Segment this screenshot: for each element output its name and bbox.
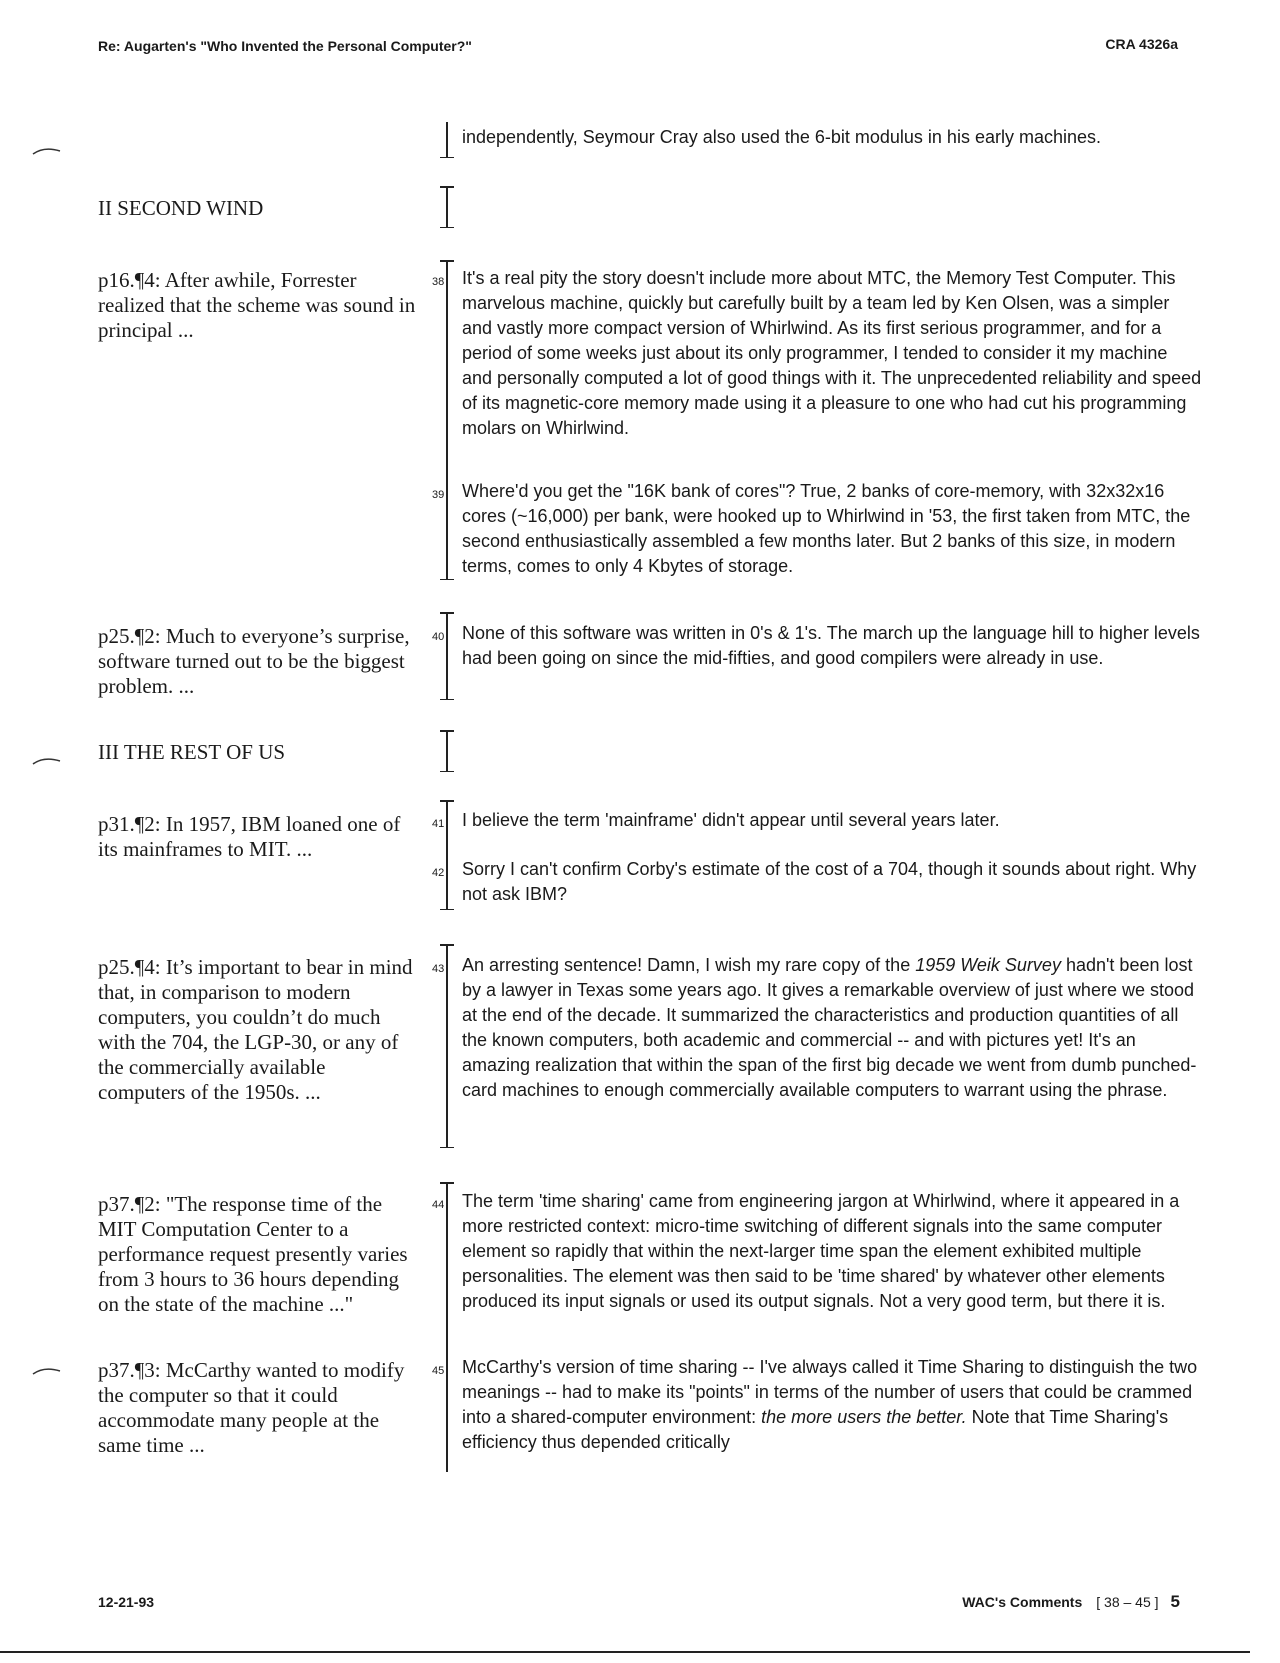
footer-title: WAC's Comments (962, 1594, 1083, 1610)
bracket-marker (440, 186, 454, 228)
document-code: CRA 4326a (1105, 36, 1178, 52)
left-reference-p31: p31.¶2: In 1957, IBM loaned one of its mainframes to MIT. ... (98, 812, 401, 861)
footer-date: 12-21-93 (98, 1594, 155, 1610)
note-number: 43 (432, 963, 445, 975)
note-text: Where'd you get the "16K bank of cores"? True, 2 banks of core-memory, with 32x32x16 cores (~16,000) per bank, were hooked up to Whirlwind in '53, the first taken from MTC, the second enthusiastically assembled a few months later. But 2 banks of this size, in modern terms, comes to only 4 Kbytes of storage. (462, 481, 1191, 576)
note-text-end: hadn't been lost by a lawyer in Texas some years ago. It gives a remarkable overview of just where we stood at the end of the decade. It summarized the characteristics and production quantities of all the known computers, both academic and commercial -- and with pictures yet! It's an amazing realization that within the span of the first big decade we went from dumb punched-card machines to enough commercially available computers to warrant using the phrase. (462, 955, 1197, 1100)
note-text-italic: the more users the better. (761, 1407, 967, 1427)
section-heading-rest-of-us: III THE REST OF US (98, 740, 286, 764)
margin-mark (32, 1366, 62, 1376)
note-40 (432, 621, 1202, 671)
bracket-marker (440, 730, 454, 772)
note-text: None of this software was written in 0's & 1's. The march up the language hill to higher levels had been going on since the mid-fifties, and good compilers were already in use. (462, 623, 1200, 668)
left-reference-p16: p16.¶4: After awhile, Forrester realized that the scheme was sound in principal ... (98, 268, 416, 342)
note-text-start: McCarthy's version of time sharing -- I've always called it Time Sharing to distinguish the two meanings -- had to make its "points" in terms of the number of users that could be crammed into a shared-computer environment: (462, 1357, 1198, 1427)
note-number: 45 (432, 1365, 445, 1377)
left-reference-p25-4: p25.¶4: It’s important to bear in mind that, in comparison to modern computers, you couldn’t do much with the 704, the LGP-30, or any of the commercially available computers of the 1950s. ... (98, 955, 413, 1104)
note-text: Sorry I can't confirm Corby's estimate of the cost of a 704, though it sounds about right. Why not ask IBM? (462, 859, 1197, 904)
left-reference-p25-2: p25.¶2: Much to everyone’s surprise, software turned out to be the biggest problem. ... (98, 624, 410, 698)
bracket-marker (440, 260, 454, 580)
left-reference-p37-2: p37.¶2: "The response time of the MIT Computation Center to a performance request presently varies from 3 hours to 36 hours depending on the state of the machine ..." (98, 1192, 408, 1316)
note-39 (432, 479, 1202, 579)
note-number: 42 (432, 867, 445, 879)
note-continuation: independently, Seymour Cray also used the 6-bit modulus in his early machines. (462, 127, 1101, 147)
margin-mark (32, 146, 62, 156)
note-44 (432, 1189, 1202, 1314)
note-text: The term 'time sharing' came from engineering jargon at Whirlwind, where it appeared in a more restricted context: micro-time switching of different signals into the same computer element so rapidly that within the next-larger time span the element exhibited multiple personalities. The element was then said to be 'time shared' by whatever other elements produced its input signals or used its output signals. Not a very good term, but there it is. (462, 1191, 1180, 1311)
bracket-marker (440, 122, 454, 158)
bottom-rule (0, 1651, 1250, 1653)
note-number: 38 (432, 276, 445, 288)
footer-note-range: [ 38 – 45 ] (1096, 1594, 1159, 1610)
note-43 (432, 953, 1202, 1103)
page-number: 5 (1170, 1592, 1180, 1611)
note-text: It's a real pity the story doesn't include more about MTC, the Memory Test Computer. This marvelous machine, quickly but carefully built by a team led by Ken Olsen, was a simpler and vastly more compact version of Whirlwind. As its first serious programmer, and for a period of some weeks just about its only programmer, I tended to consider it my machine and personally computed a lot of good things with it. The unprecedented reliability and speed of its magnetic-core memory made using it a pleasure to one who had cut his programming molars on Whirlwind. (462, 268, 1202, 438)
footer-info (962, 1592, 1180, 1612)
note-number: 39 (432, 489, 445, 501)
note-text-start: An arresting sentence! Damn, I wish my rare copy of the (462, 955, 916, 975)
note-text-end: Note that Time Sharing's efficiency thus depended critically (462, 1407, 1169, 1452)
margin-mark (32, 756, 62, 766)
note-38 (432, 266, 1202, 441)
page-header-title: Re: Augarten's "Who Invented the Personal Computer?" (98, 38, 472, 54)
note-text: I believe the term 'mainframe' didn't appear until several years later. (462, 810, 1000, 830)
note-text-italic: 1959 Weik Survey (915, 955, 1061, 975)
bracket-marker (440, 1182, 454, 1472)
left-reference-p37-3: p37.¶3: McCarthy wanted to modify the computer so that it could accommodate many people at the same time ... (98, 1358, 405, 1457)
note-41 (432, 808, 1202, 833)
note-45 (432, 1355, 1202, 1455)
note-number: 40 (432, 631, 445, 643)
note-number: 44 (432, 1199, 445, 1211)
section-heading-second-wind: II SECOND WIND (98, 196, 264, 220)
note-42 (432, 857, 1202, 907)
note-number: 41 (432, 818, 445, 830)
